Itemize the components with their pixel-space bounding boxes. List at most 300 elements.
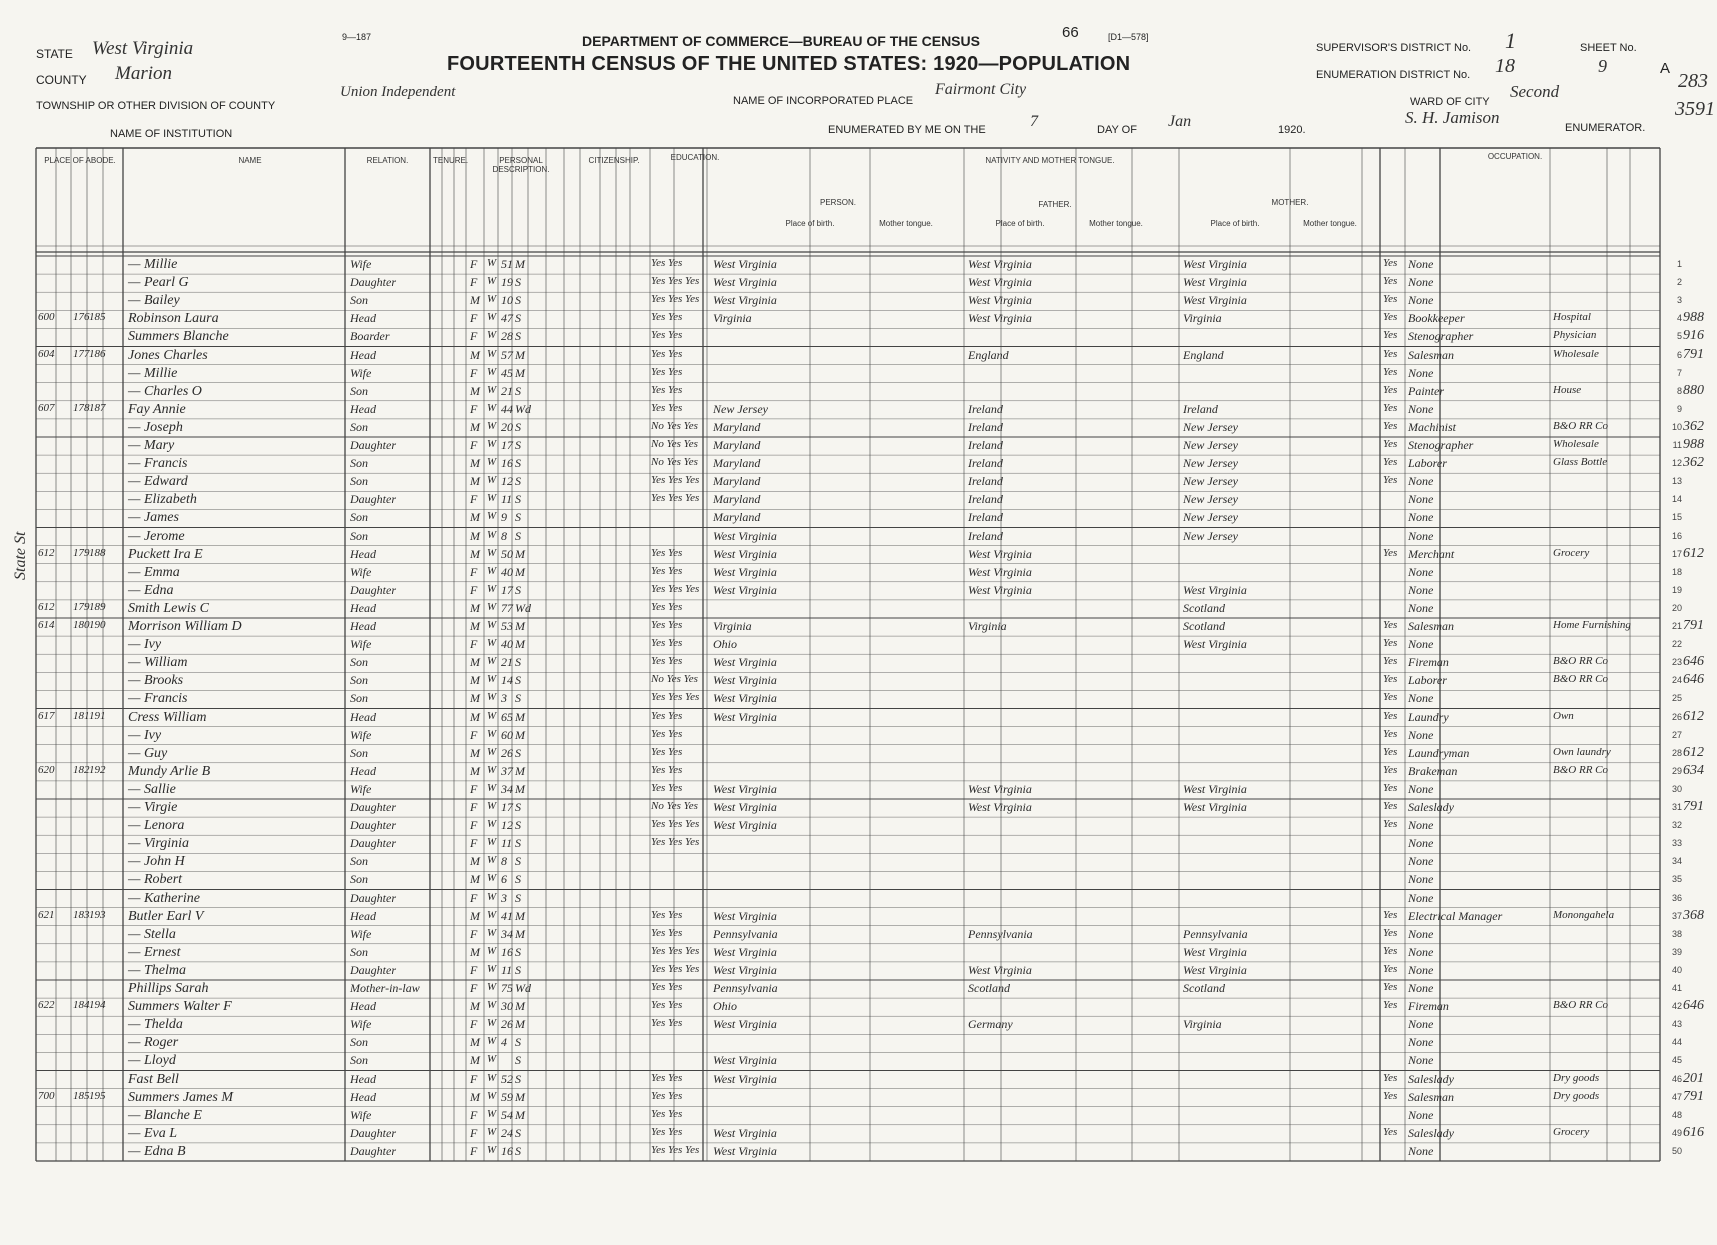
- marital-status: S: [515, 293, 521, 308]
- family-number: 186: [89, 347, 106, 360]
- sex: F: [470, 365, 478, 380]
- occupation: None: [1408, 1143, 1434, 1158]
- race: W: [487, 257, 497, 269]
- person-name: — Thelma: [128, 962, 186, 978]
- occupation: None: [1408, 600, 1434, 615]
- education: No Yes Yes: [651, 800, 698, 812]
- occupation: None: [1408, 854, 1434, 869]
- sex: M: [470, 673, 480, 688]
- education: Yes Yes: [651, 257, 683, 269]
- speaks-english: Yes: [1383, 474, 1398, 487]
- speaks-english: Yes: [1383, 619, 1398, 631]
- race: W: [487, 438, 497, 450]
- family-number: 190: [89, 619, 106, 631]
- birthplace: Maryland: [713, 438, 761, 452]
- sex: M: [470, 600, 480, 615]
- marital-status: M: [515, 908, 525, 923]
- birthplace: West Virginia: [713, 962, 777, 977]
- marital-status: S: [515, 1053, 521, 1068]
- mother-birthplace: West Virginia: [1183, 944, 1247, 959]
- occupation: Stenographer: [1408, 438, 1474, 452]
- marital-status: M: [515, 257, 525, 271]
- county-value: Marion: [115, 63, 172, 84]
- dwelling-number: 177: [73, 347, 90, 360]
- marital-status: M: [515, 637, 525, 652]
- line-number: 31: [1671, 802, 1682, 812]
- line-number: 20: [1671, 602, 1682, 613]
- birthplace: West Virginia: [713, 944, 777, 959]
- birthplace: Maryland: [713, 474, 761, 489]
- age: 51: [501, 257, 513, 271]
- person-name: — Mary: [128, 438, 175, 453]
- occupation-code: 612: [1683, 744, 1704, 760]
- father-birthplace: Ireland: [968, 401, 1003, 416]
- relation: Head: [350, 311, 376, 326]
- occupation: None: [1408, 257, 1434, 271]
- father-birthplace: West Virginia: [968, 275, 1032, 290]
- industry: B&O RR Co: [1553, 655, 1608, 668]
- occupation: None: [1408, 637, 1434, 652]
- person-name: — Edna: [128, 582, 174, 598]
- line-number: 7: [1676, 367, 1682, 378]
- county-label: COUNTY: [36, 73, 87, 87]
- age: 37: [501, 763, 513, 778]
- education: Yes Yes: [651, 781, 683, 794]
- sheet-label: SHEET No.: [1580, 42, 1637, 54]
- race: W: [487, 582, 497, 595]
- line-number: 18: [1671, 566, 1682, 577]
- sex: F: [470, 492, 478, 507]
- race: W: [487, 510, 497, 523]
- father-birthplace: Ireland: [968, 528, 1003, 543]
- father-birthplace: West Virginia: [968, 546, 1032, 561]
- race: W: [487, 763, 497, 776]
- relation: Boarder: [350, 329, 390, 344]
- relation: Son: [350, 293, 368, 308]
- sex: M: [470, 854, 480, 869]
- race: W: [487, 1143, 497, 1156]
- family-number: 195: [89, 1089, 106, 1102]
- house-number: 622: [38, 999, 55, 1012]
- marital-status: M: [515, 619, 525, 633]
- person-name: Mundy Arlie B: [128, 763, 211, 779]
- speaks-english: Yes: [1383, 311, 1398, 324]
- sex: F: [470, 637, 478, 652]
- heading-person: PERSON.: [819, 198, 856, 207]
- sex: M: [470, 419, 480, 434]
- race: W: [487, 383, 497, 396]
- age: 10: [501, 293, 513, 308]
- enumeration-label: ENUMERATION DISTRICT No.: [1316, 69, 1471, 81]
- age: 34: [501, 926, 513, 941]
- relation: Wife: [350, 727, 372, 742]
- person-name: — Brooks: [128, 673, 184, 689]
- occupation-code: 791: [1683, 799, 1704, 814]
- occupation: None: [1408, 1107, 1434, 1122]
- occupation: Salesman: [1408, 1089, 1454, 1104]
- age: 11: [501, 962, 513, 977]
- relation: Wife: [350, 365, 372, 380]
- sex: F: [470, 926, 478, 941]
- age: 9: [501, 510, 507, 525]
- mother-birthplace: West Virginia: [1183, 781, 1247, 796]
- age: 16: [501, 1143, 513, 1158]
- speaks-english: Yes: [1383, 763, 1398, 776]
- heading-nativity: NATIVITY AND MOTHER TONGUE.: [985, 156, 1115, 165]
- occupation: None: [1408, 872, 1434, 887]
- marital-status: M: [515, 564, 525, 579]
- family-number: 193: [89, 908, 106, 921]
- occupation-code: 988: [1683, 310, 1704, 326]
- relation: Wife: [350, 781, 372, 796]
- sex: M: [470, 474, 480, 489]
- speaks-english: Yes: [1383, 962, 1398, 975]
- marital-status: M: [515, 546, 525, 561]
- race: W: [487, 890, 497, 903]
- birthplace: West Virginia: [713, 546, 777, 561]
- line-number: 9: [1676, 403, 1682, 414]
- industry: Physician: [1553, 329, 1597, 342]
- race: W: [487, 727, 497, 740]
- sex: M: [470, 908, 480, 923]
- race: W: [487, 962, 497, 975]
- father-birthplace: West Virginia: [968, 781, 1032, 796]
- relation: Daughter: [350, 818, 396, 833]
- race: W: [487, 691, 497, 704]
- occupation: Saleslady: [1408, 800, 1454, 814]
- line-number: 19: [1671, 584, 1682, 595]
- age: 14: [501, 673, 513, 688]
- township-value: Union Independent: [340, 84, 456, 100]
- enumerator-label: ENUMERATOR.: [1565, 122, 1646, 134]
- birthplace: Ohio: [713, 637, 737, 652]
- sex: M: [470, 872, 480, 887]
- industry: Hospital: [1553, 311, 1591, 324]
- marital-status: S: [515, 492, 521, 507]
- education: Yes Yes: [651, 981, 683, 993]
- father-birthplace: West Virginia: [968, 293, 1032, 308]
- marital-status: S: [515, 528, 521, 543]
- birthplace: West Virginia: [713, 908, 777, 923]
- age: 3: [501, 691, 507, 706]
- marital-status: S: [515, 329, 521, 344]
- speaks-english: Yes: [1383, 293, 1398, 306]
- sex: F: [470, 564, 478, 579]
- occupation: None: [1408, 474, 1434, 489]
- father-birthplace: West Virginia: [968, 311, 1032, 326]
- ward-value: Second: [1510, 82, 1560, 101]
- industry: Dry goods: [1553, 1071, 1600, 1084]
- relation: Wife: [350, 564, 372, 579]
- house-number: 617: [38, 709, 55, 722]
- dwelling-number: 178: [73, 401, 90, 414]
- relation: Daughter: [350, 962, 396, 977]
- occupation: Salesman: [1408, 619, 1454, 633]
- age: 47: [501, 311, 513, 326]
- sex: F: [470, 257, 478, 271]
- occupation: None: [1408, 727, 1434, 742]
- dwelling-number: 179: [73, 546, 90, 559]
- person-name: Summers James M: [128, 1089, 233, 1105]
- house-number: 600: [38, 311, 55, 324]
- corner-number-1: 283: [1678, 70, 1708, 92]
- race: W: [487, 781, 497, 794]
- dwelling-number: 176: [73, 311, 90, 324]
- month-value: Jan: [1168, 113, 1192, 130]
- year-label: 1920.: [1278, 124, 1306, 136]
- race: W: [487, 1053, 497, 1066]
- race: W: [487, 999, 497, 1012]
- sex: F: [470, 836, 478, 851]
- sex: F: [470, 438, 478, 452]
- sheet-letter: A: [1660, 60, 1671, 77]
- sex: M: [470, 763, 480, 778]
- occupation: Laborer: [1408, 673, 1447, 688]
- marital-status: S: [515, 438, 521, 452]
- occupation-code: 791: [1683, 1088, 1704, 1104]
- occupation: None: [1408, 981, 1434, 995]
- occupation-code: 646: [1683, 672, 1704, 688]
- mother-birthplace: Virginia: [1183, 1017, 1222, 1032]
- form-reference: [D1—578]: [1108, 32, 1149, 42]
- state-value: West Virginia: [92, 38, 194, 59]
- occupation: None: [1408, 1017, 1434, 1032]
- race: W: [487, 818, 497, 831]
- marital-status: S: [515, 419, 521, 434]
- occupation: None: [1408, 836, 1434, 851]
- marital-status: M: [515, 1089, 525, 1104]
- race: W: [487, 1017, 497, 1030]
- marital-status: Wd: [515, 401, 531, 416]
- occupation: None: [1408, 1053, 1434, 1068]
- speaks-english: Yes: [1383, 727, 1398, 740]
- speaks-english: Yes: [1383, 655, 1398, 668]
- occupation-code: 201: [1683, 1070, 1704, 1086]
- marital-status: S: [515, 673, 521, 688]
- occupation: None: [1408, 582, 1434, 597]
- speaks-english: Yes: [1383, 800, 1398, 812]
- race: W: [487, 293, 497, 306]
- mother-birthplace: Scotland: [1183, 981, 1225, 995]
- sex: F: [470, 1143, 478, 1158]
- sex: F: [470, 1017, 478, 1032]
- relation: Son: [350, 854, 368, 869]
- age: 21: [501, 383, 513, 398]
- person-name: Robinson Laura: [128, 311, 219, 327]
- occupation: Bookkeeper: [1408, 311, 1465, 326]
- birthplace: West Virginia: [713, 673, 777, 688]
- relation: Head: [350, 1089, 376, 1104]
- age: 40: [501, 637, 513, 652]
- age: 30: [501, 999, 513, 1014]
- sex: F: [470, 401, 478, 416]
- marital-status: S: [515, 383, 521, 398]
- education: Yes Yes Yes: [651, 836, 700, 849]
- sex: M: [470, 347, 480, 362]
- sex: F: [470, 311, 478, 326]
- marital-status: M: [515, 365, 525, 380]
- race: W: [487, 981, 497, 993]
- relation: Daughter: [350, 1125, 396, 1140]
- birthplace: Pennsylvania: [713, 981, 778, 995]
- race: W: [487, 1035, 497, 1048]
- relation: Daughter: [350, 890, 396, 905]
- birthplace: West Virginia: [713, 257, 777, 271]
- education: Yes Yes: [651, 383, 683, 396]
- industry: Monongahela: [1553, 908, 1615, 921]
- birthplace: Pennsylvania: [713, 926, 778, 941]
- father-birthplace: Pennsylvania: [968, 926, 1033, 941]
- marital-status: M: [515, 763, 525, 778]
- occupation-code: 616: [1683, 1124, 1704, 1140]
- education: Yes Yes Yes: [651, 818, 700, 831]
- heading-personal: PERSONAL DESCRIPTION.: [492, 156, 550, 174]
- person-name: — Elizabeth: [128, 492, 197, 508]
- person-name: — William: [128, 655, 188, 671]
- sex: M: [470, 709, 480, 724]
- sex: M: [470, 510, 480, 525]
- occupation: None: [1408, 691, 1434, 706]
- race: W: [487, 419, 497, 432]
- heading-person-tongue: Mother tongue.: [879, 219, 933, 228]
- person-name: — Stella: [128, 926, 176, 942]
- sex: F: [470, 1107, 478, 1122]
- marital-status: M: [515, 1107, 525, 1122]
- age: 17: [501, 582, 513, 597]
- race: W: [487, 329, 497, 342]
- heading-tenure: TENURE.: [433, 156, 469, 165]
- person-name: Smith Lewis C: [128, 600, 209, 616]
- sex: M: [470, 691, 480, 706]
- occupation: None: [1408, 926, 1434, 941]
- person-name: — Lloyd: [128, 1053, 176, 1069]
- person-name: Jones Charles: [128, 347, 208, 363]
- person-name: — Lenora: [128, 818, 185, 834]
- father-birthplace: Germany: [968, 1017, 1013, 1032]
- line-number: 12: [1671, 458, 1682, 469]
- age: 16: [501, 944, 513, 959]
- education: No Yes Yes: [651, 419, 698, 432]
- line-number: 11: [1672, 440, 1682, 450]
- education: Yes Yes Yes: [651, 492, 700, 505]
- person-name: Summers Walter F: [128, 999, 232, 1015]
- township-label: TOWNSHIP OR OTHER DIVISION OF COUNTY: [36, 100, 276, 112]
- speaks-english: Yes: [1383, 818, 1398, 831]
- sex: F: [470, 962, 478, 977]
- occupation-code: 612: [1683, 708, 1704, 724]
- heading-father: FATHER.: [1038, 200, 1072, 209]
- relation: Wife: [350, 926, 372, 941]
- race: W: [487, 800, 497, 812]
- line-number: 44: [1671, 1037, 1682, 1048]
- education: Yes Yes Yes: [651, 474, 700, 487]
- age: 65: [501, 709, 513, 724]
- line-number: 30: [1671, 783, 1682, 794]
- occupation-code: 646: [1683, 998, 1704, 1014]
- occupation: None: [1408, 944, 1434, 959]
- father-birthplace: Ireland: [968, 419, 1003, 434]
- occupation-code: 612: [1683, 545, 1704, 561]
- heading-name: NAME: [238, 156, 262, 165]
- age: 41: [501, 908, 513, 923]
- relation: Daughter: [350, 1143, 396, 1158]
- person-name: — Francis: [128, 691, 188, 707]
- race: W: [487, 492, 497, 505]
- father-birthplace: Ireland: [968, 456, 1003, 471]
- marital-status: S: [515, 962, 521, 977]
- mother-birthplace: New Jersey: [1183, 510, 1238, 525]
- father-birthplace: Ireland: [968, 474, 1003, 489]
- person-name: — Virgie: [128, 800, 178, 815]
- line-number: 33: [1671, 838, 1682, 849]
- age: 8: [501, 528, 507, 543]
- education: Yes Yes: [651, 401, 683, 414]
- sex: M: [470, 619, 480, 633]
- mother-birthplace: Virginia: [1183, 311, 1222, 326]
- industry: B&O RR Co: [1553, 999, 1608, 1012]
- occupation: None: [1408, 401, 1434, 416]
- person-name: Fay Annie: [128, 401, 186, 417]
- department-heading: DEPARTMENT OF COMMERCE—BUREAU OF THE CENSUS: [582, 33, 980, 49]
- dwelling-number: 181: [73, 709, 90, 722]
- education: Yes Yes: [651, 546, 683, 559]
- mother-birthplace: Pennsylvania: [1183, 926, 1248, 941]
- race: W: [487, 456, 497, 469]
- relation: Son: [350, 691, 368, 706]
- sex: F: [470, 981, 478, 995]
- age: 17: [501, 800, 513, 814]
- person-name: — John H: [128, 854, 185, 870]
- house-number: 614: [38, 619, 55, 631]
- line-number: 36: [1671, 892, 1682, 903]
- education: Yes Yes Yes: [651, 962, 700, 975]
- mother-birthplace: West Virginia: [1183, 637, 1247, 652]
- education: Yes Yes: [651, 709, 683, 722]
- occupation-code: 791: [1683, 618, 1704, 633]
- mother-birthplace: Scotland: [1183, 600, 1225, 615]
- relation: Son: [350, 944, 368, 959]
- education: Yes Yes: [651, 926, 683, 939]
- enumerator-value: S. H. Jamison: [1405, 108, 1500, 127]
- relation: Son: [350, 456, 368, 471]
- age: 11: [501, 492, 513, 507]
- person-name: — Virginia: [128, 836, 190, 852]
- line-number: 16: [1671, 530, 1682, 541]
- mother-birthplace: West Virginia: [1183, 962, 1247, 977]
- line-number: 8: [1676, 385, 1682, 396]
- occupation: Laborer: [1408, 456, 1447, 471]
- race: W: [487, 854, 497, 867]
- father-birthplace: Ireland: [968, 492, 1003, 507]
- marital-status: S: [515, 836, 521, 851]
- race: W: [487, 872, 497, 885]
- relation: Daughter: [350, 275, 396, 290]
- sheet-stamp: 66: [1062, 24, 1079, 41]
- father-birthplace: West Virginia: [968, 962, 1032, 977]
- race: W: [487, 836, 497, 849]
- house-number: 612: [38, 546, 55, 559]
- dwelling-number: 185: [73, 1089, 90, 1102]
- occupation-code: 916: [1683, 328, 1704, 344]
- relation: Wife: [350, 1107, 372, 1122]
- mother-birthplace: New Jersey: [1183, 419, 1238, 434]
- occupation: Electrical Manager: [1408, 908, 1503, 923]
- relation: Daughter: [350, 438, 396, 452]
- line-number: 39: [1671, 946, 1682, 957]
- line-number: 5: [1676, 331, 1682, 342]
- speaks-english: Yes: [1383, 438, 1398, 450]
- relation: Son: [350, 528, 368, 543]
